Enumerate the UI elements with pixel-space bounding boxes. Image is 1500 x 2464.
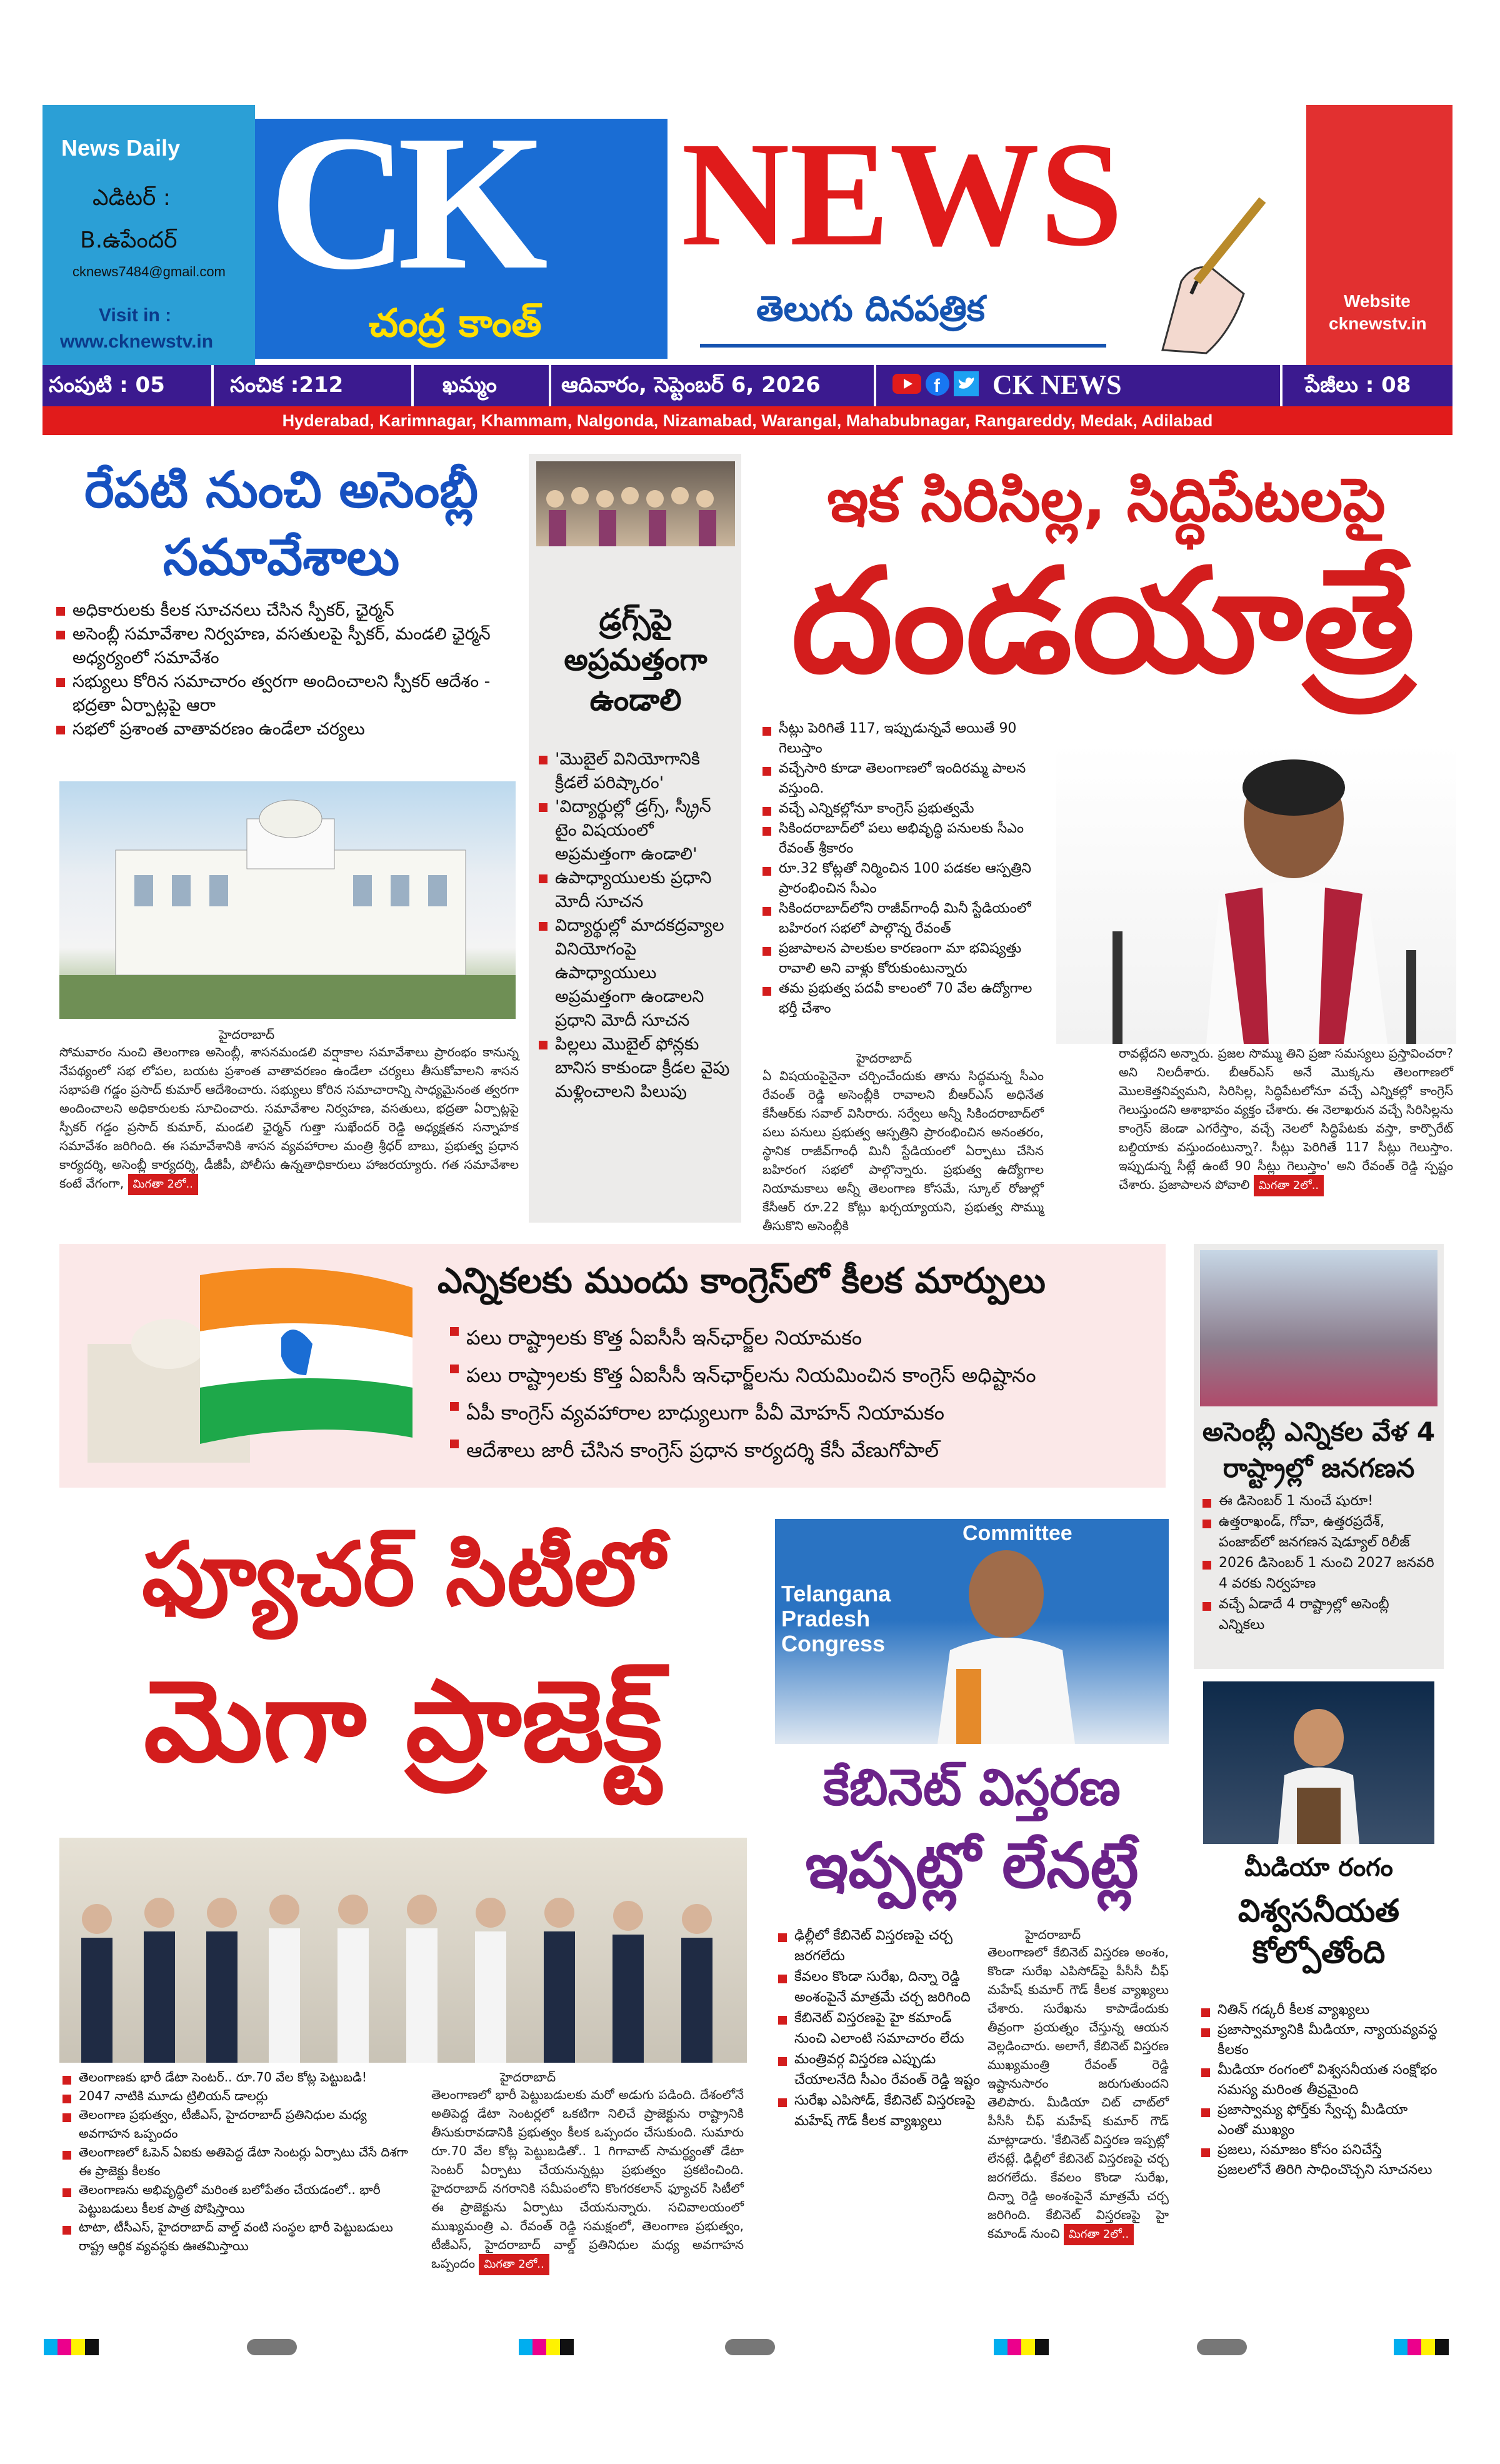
story2-bullet: విద్యార్థుల్లో మాదకద్రవ్యాల వినియోగంపై ఉపాధ్యాయులు అప్రమత్తంగా ఉండాలని ప్రధాని మోదీ సూచన bbox=[539, 914, 732, 1033]
story3-body-right-text: రావట్లేదని అన్నారు. ప్రజల సొమ్ము తిని ప్రజా సమస్యలు ప్రస్తావించరా? అని నిలదీశారు. బీఆర్ఎస్ అనే మొక్కను తెలంగాణలో మొలకెత్తనివ్వమని, సిరిసిల్ల, సిద్ధిపేటలోనూ వచ్చే ఎన్నికల్లో కాంగ్రెస్ గెలుస్తుందని ఆశాభావం వ్యక్తం చేశారు. ఈ నెలాఖరున వచ్చే సిరిసిల్లను కాంగ్రెస్ జెండా ఎగరేస్తాం, వచ్చే నెలలో సిద్ధిపేటకు వస్తా, కార్పొరేట్ బల్దియాకు వస్తుందంటున్నా?. సీట్లు పెరిగితే 117 సీట్లు గెలుస్తాం. ఇప్పుడున్న సీట్లే ఉంటే 90 సీట్లు గెలుస్తాం' అని రేవంత్ రెడ్డి స్పష్టం చేశారు. ప్రజాపాలన పోవాలి bbox=[1119, 1046, 1453, 1192]
divider bbox=[549, 365, 551, 406]
story7-headline-line1[interactable]: కేబినెట్ విస్తరణ bbox=[823, 1758, 1121, 1816]
registration-marks bbox=[44, 2339, 1456, 2355]
story5-bullet: వచ్చే ఏడాదే 4 రాష్ట్రాల్లో అసెంబ్లీ ఎన్నికలు bbox=[1202, 1594, 1438, 1635]
issue-number: సంచిక :212 bbox=[230, 373, 344, 398]
city-name: ఖమ్మం bbox=[442, 373, 497, 398]
story3-dateline: హైదరాబాద్ bbox=[856, 1051, 912, 1066]
ck-logo-telugu: చంద్ర కాంత్ bbox=[369, 300, 542, 346]
masthead-editor-panel bbox=[42, 105, 255, 365]
modi-teachers-photo bbox=[536, 461, 735, 546]
story8-bullet: ప్రజాస్వామ్య ఫోర్త్‌కు స్వేచ్ఛ మీడియా ఎంతో ముఖ్యం bbox=[1201, 2100, 1439, 2140]
gadkari-photo bbox=[1203, 1681, 1434, 1844]
issue-info-bar bbox=[42, 365, 1452, 406]
story2-bullet: 'విద్యార్థుల్లో డ్రగ్స్, స్క్రీన్ టైం విషయంలో అప్రమత్తంగా ఉండాలి' bbox=[539, 795, 732, 866]
story1-body-text: సోమవారం నుంచి తెలంగాణ అసెంబ్లీ, శాసనమండలి వర్షాకాల సమావేశాలు ప్రారంభం కానున్న నేపథ్యంలో సభ లోపల, బయట ప్రశాంత వాతావరణం ఉండేలా చర్యలు తీసుకోవాలని శాసన సభాపతి గడ్డం ప్రసాద్ కుమార్ ఆదేశించారు. సభ్యులు కోరిన సమాచారాన్ని సాధ్యమైనంత త్వరగా అందించాలని అధికారులకు సూచించారు. సమావేశాల నిర్వహణ, వసతులు, భద్రతా ఏర్పాట్లపై స్పీకర్ గడ్డం ప్రసాద్ కుమార్, మండలి ఛైర్మన్ గుత్తా సుఖేందర్ రెడ్డి అధ్యక్షతన సన్నాహక సమావేశం జరిగింది. ఈ సమావేశానికి శాసన వ్యవహారాల మంత్రి శ్రీధర్ బాబు, ప్రభుత్వ ప్రధాన కార్యదర్శి, అసెంబ్లీ కార్యదర్శి, డీజీపీ, పోలీసు ఉన్నతాధికారులు హాజరయ్యారు. గత సమావేశాల కంటే వేగంగా, bbox=[59, 1044, 519, 1191]
story6-body-text: తెలంగాణలో భారీ పెట్టుబడులకు మరో అడుగు పడింది. దేశంలోనే అతిపెద్ద డేటా సెంటర్లలో ఒకటిగా నిలిచే ప్రాజెక్టును రాష్ట్రానికి తీసుకురావడానికి ప్రభుత్వం కీలక ఒప్పందం చేసుకుంది. సుమారు రూ.70 వేల కోట్ల పెట్టుబడితో.. 1 గిగావాట్ సామర్థ్యంతో డేటా సెంటర్ ఏర్పాటు చేయనున్నట్లు ప్రభుత్వం ప్రకటించింది. హైదరాబాద్ నగరానికి సమీపంలోని కొంగరకలాన్ ఫ్యూచర్ సిటీలో ఈ ప్రాజెక్టును ఏర్పాటు చేయనున్నారు. సచివాలయంలో ముఖ్యమంత్రి ఎ. రేవంత్ రెడ్డి సమక్షంలో, తెలంగాణ ప్రభుత్వం, టీజీఎస్, హైదరాబాద్ వాల్డ్ ప్రతినిధుల మధ్య అవగాహన ఒప్పందం bbox=[431, 2087, 744, 2271]
divider bbox=[211, 365, 214, 406]
story6-dateline: హైదరాబాద్ bbox=[500, 2070, 556, 2085]
story4-bullet: ఏపీ కాంగ్రెస్ వ్యవహారాల బాధ్యులుగా పీవీ మోహన్ నియామకం bbox=[450, 1394, 1156, 1431]
story4-bullet: పలు రాష్ట్రాలకు కొత్త ఏఐసీసీ ఇన్‌ఛార్జ్‌లను నియమించిన కాంగ్రెస్ అధిష్టానం bbox=[450, 1356, 1156, 1394]
volume-number: సంపుటి : 05 bbox=[49, 373, 165, 398]
story6-bullet: 2047 నాటికి మూడు ట్రిలియన్ డాలర్లు bbox=[62, 2086, 412, 2105]
banner-word: Pradesh bbox=[781, 1606, 871, 1631]
story7-bullet: మంత్రివర్గ విస్తరణ ఎప్పుడు చేయాలనేది సీఎం రేవంత్ రెడ్డి ఇష్టం bbox=[778, 2049, 984, 2090]
story7-body bbox=[988, 1943, 1169, 2245]
facebook-icon[interactable] bbox=[925, 371, 950, 402]
story4-bullet: పలు రాష్ట్రాలకు కొత్త ఏఐసీసీ ఇన్‌ఛార్జ్‌ల నియామకం bbox=[450, 1319, 1156, 1356]
story7-body-text: తెలంగాణలో కేబినెట్ విస్తరణ అంశం, కొండా సురేఖ ఎపిసోడ్‌పై పీసీసీ చీఫ్ మహేష్ కుమార్ గౌడ్ కీలక వ్యాఖ్యలు చేశారు. సురేఖను కాపాడేందుకు తీవ్రంగా ప్రయత్నం చేస్తున్న ఆయన వెల్లడించారు. అలాగే, కేబినెట్ విస్తరణ ముఖ్యమంత్రి రేవంత్ రెడ్డి ఇష్టానుసారం జరుగుతుందని తెలిపారు. మీడియా చిట్ చాట్‌లో పీసీసీ చీఫ్ మహేష్ కుమార్ గౌడ్ మాట్లాడారు. 'కేబినెట్ విస్తరణ ఇప్పట్లో లేనట్లే. ఢిల్లీలో కేబినెట్ విస్తరణపై చర్చ జరగలేదు. కేవలం కొండా సురేఖ, దిన్నా రెడ్డి అంశంపైనే మాత్రమే చర్చ జరిగింది. కేబినెట్ విస్తరణపై హై కమాండ్ నుంచి bbox=[988, 1945, 1169, 2241]
story7-bullet: కేవలం కొండా సురేఖ, దిన్నా రెడ్డి అంశంపైనే మాత్రమే చర్చ జరిగింది bbox=[778, 1966, 984, 2008]
mou-signing-photo bbox=[59, 1838, 747, 2063]
story3-kicker: ఇక సిరిసిల్ల, సిద్ధిపేటలపై bbox=[827, 465, 1386, 535]
cm-revanth-photo bbox=[1056, 744, 1456, 1044]
page-count: పేజీలు : 08 bbox=[1305, 373, 1411, 398]
story8-bullet: ప్రజాస్వామ్యానికి మీడియా, న్యాయవ్యవస్థ కీలకం bbox=[1201, 2020, 1439, 2060]
story2-bullet: ఉపాధ్యాయులకు ప్రధాని మోదీ సూచన bbox=[539, 866, 732, 914]
divider bbox=[874, 365, 876, 406]
website-url[interactable]: cknewstv.in bbox=[1329, 314, 1427, 333]
story8-bullet: ప్రజలు, సమాజం కోసం పనిచేస్తే ప్రజలలోనే తిరిగి సాధించొచ్చని సూచనలు bbox=[1201, 2140, 1439, 2180]
story3-body-left: ఏ విషయంపైనైనా చర్చించేందుకు తాను సిద్ధమన్న సీఎం రేవంత్ రెడ్డి అసెంబ్లీకి రావాలని బీఆర్ఎస్ అధినేత కేసీఆర్‌కు సవాల్ విసిరారు. సర్వేలు అన్నీ సికిందరాబాద్‌లో పలు పనులు ప్రభుత్వ ఆస్పత్రిని ప్రారంభించిన అనంతరం, స్థానిక రాజీవ్‌గాంధీ మినీ స్టేడియంలో ఏర్పాటు చేసిన బహిరంగ సభలో పాల్గొన్నారు. ప్రభుత్వ ఉద్యోగాల నియామకాలు అన్నీ తెలంగాణ కోసమే, స్కూల్ రోజుల్లో కేసీఆర్ రూ.22 కోట్లు ఖర్చయ్యాయని, ప్రభుత్వ సొమ్ము తీసుకొని అసెంబ్లీకి bbox=[762, 1068, 1044, 1233]
story3-body-right bbox=[1119, 1044, 1453, 1196]
pen-hand-illustration bbox=[1138, 188, 1288, 356]
assembly-building-photo bbox=[59, 781, 516, 1019]
edition-cities: Hyderabad, Karimnagar, Khammam, Nalgonda, Nizamabad, Warangal, Mahabubnagar, Rangareddy, Medak, Adilabad bbox=[42, 406, 1452, 435]
pcc-chief-photo bbox=[775, 1519, 1169, 1744]
story6-headline-line1[interactable]: ఫ్యూచర్ సిటీలో bbox=[142, 1524, 664, 1626]
twitter-icon[interactable] bbox=[954, 371, 979, 402]
story6-bullet: తెలంగాణ ప్రభుత్వం, టీజీఎస్, హైదరాబాద్ ప్రతినిధుల మధ్య అవగాహన ఒప్పందం bbox=[62, 2105, 412, 2143]
story3-headline[interactable]: దండయాత్రే bbox=[791, 538, 1415, 705]
story1-bullet: సభలో ప్రశాంత వాతావరణం ఉండేలా చర్యలు bbox=[56, 718, 519, 741]
banner-word: Committee bbox=[962, 1521, 1072, 1545]
story4-headline[interactable]: ఎన్నికలకు ముందు కాంగ్రెస్‌లో కీలక మార్పులు bbox=[438, 1261, 1046, 1301]
ck-logo: CK bbox=[269, 96, 537, 310]
congress-flag-image bbox=[75, 1250, 425, 1475]
story3-bullet: వచ్చే ఎన్నికల్లోనూ కాంగ్రెస్ ప్రభుత్వమే bbox=[762, 799, 1044, 819]
story6-bullet: తెలంగాణను అభివృద్ధిలో మరింత బలోపేతం చేయడంలో.. భారీ పెట్టుబడులు కీలక పాత్ర పోషిస్తాయి bbox=[62, 2180, 412, 2218]
story3-bullet: రూ.32 కోట్లతో నిర్మించిన 100 పడకల ఆస్పత్రిని ప్రారంభించిన సీఎం bbox=[762, 859, 1044, 899]
subtitle-underline bbox=[700, 344, 1106, 348]
story7-bullet: ఢిల్లీలో కేబినెట్ విస్తరణపై చర్చ జరగలేదు bbox=[778, 1925, 984, 1966]
website-panel bbox=[1306, 105, 1452, 365]
story2-headline[interactable]: డ్రగ్స్‌పై అప్రమత్తంగా ఉండాలి bbox=[564, 603, 708, 718]
continued-link[interactable]: మిగతా 2లో.. bbox=[479, 2254, 549, 2275]
continued-link[interactable]: మిగతా 2లో.. bbox=[1254, 1175, 1324, 1196]
story1-bullet: అధికారులకు కీలక సూచనలు చేసిన స్పీకర్, ఛైర్మన్ bbox=[56, 599, 519, 623]
story3-bullet: తమ ప్రభుత్వ పదవీ కాలంలో 70 వేల ఉద్యోగాల భర్తీ చేశాం bbox=[762, 979, 1044, 1019]
story3-bullet: ప్రజాపాలన పాలకుల కారణంగా మా భవిష్యత్తు రావాలి అని వాళ్లు కోరుకుంటున్నారు bbox=[762, 939, 1044, 979]
story1-bullet: అసెంబ్లీ సమావేశాల నిర్వహణ, వసతులపై స్పీకర్, మండలి ఛైర్మన్ అధ్యర్యంలో సమావేశం bbox=[56, 623, 519, 670]
story6-bullet: టాటా, టీసీఎస్, హైదరాబాద్ వాల్డ్ వంటి సంస్థల భారీ పెట్టుబడులు రాష్ట్ర ఆర్థిక వ్యవస్థకు ఊతమిస్తాయి bbox=[62, 2218, 412, 2255]
website-label: Website bbox=[1344, 291, 1411, 311]
story1-bullets bbox=[56, 599, 519, 741]
paper-subtitle: తెలుగు దినపత్రిక bbox=[756, 289, 985, 329]
story8-bullets bbox=[1201, 2000, 1439, 2180]
story4-bullets bbox=[450, 1319, 1156, 1469]
story7-dateline: హైదరాబాద్ bbox=[1025, 1927, 1081, 1942]
crowd-photo bbox=[1200, 1250, 1438, 1406]
youtube-icon[interactable] bbox=[892, 371, 921, 402]
story3-bullet: సికిందరాబాద్‌లో పలు అభివృద్ధి పనులకు సీఎం రేవంత్ శ్రీకారం bbox=[762, 819, 1044, 859]
visit-label: Visit in : bbox=[99, 305, 172, 326]
visit-url[interactable]: www.cknewstv.in bbox=[60, 331, 214, 352]
story6-bullets bbox=[62, 2068, 412, 2255]
svg-text:f: f bbox=[934, 376, 940, 396]
story8-bullet: నితిన్ గడ్కరీ కీలక వ్యాఖ్యలు bbox=[1201, 2000, 1439, 2020]
banner-word: Congress bbox=[781, 1631, 886, 1656]
story5-headline[interactable]: అసెంబ్లీ ఎన్నికల వేళ 4 రాష్ట్రాల్లో జనగణన bbox=[1202, 1416, 1436, 1483]
divider bbox=[411, 365, 414, 406]
story8-headline[interactable]: విశ్వసనీయత కోల్పోతోంది bbox=[1238, 1893, 1400, 1970]
brand-name: CK NEWS bbox=[992, 369, 1122, 400]
paper-title: NEWS bbox=[681, 111, 1123, 277]
story3-bullet: సికిందరాబాద్‌లోని రాజీవ్‌గాంధీ మినీ స్టేడియంలో బహిరంగ సభలో పాల్గొన్న రేవంత్ bbox=[762, 899, 1044, 939]
divider bbox=[1280, 365, 1282, 406]
story5-bullets bbox=[1202, 1491, 1438, 1635]
story7-headline-line2[interactable]: ఇప్పట్లో లేనట్లే bbox=[805, 1829, 1139, 1902]
story5-bullet: ఉత్తరాఖండ్, గోవా, ఉత్తరప్రదేశ్, పంజాబ్‌లో జనగణన షెడ్యూల్ రిలీజ్ bbox=[1202, 1511, 1438, 1553]
issue-date: ఆదివారం, సెప్టెంబర్ 6, 2026 bbox=[561, 373, 821, 398]
story2-bullets bbox=[539, 748, 732, 1104]
editor-email[interactable]: cknews7484@gmail.com bbox=[72, 264, 226, 279]
continued-link[interactable]: మిగతా 2లో.. bbox=[1064, 2224, 1134, 2245]
story6-bullet: తెలంగాణకు భారీ డేటా సెంటర్.. రూ.70 వేల కోట్ల పెట్టుబడి! bbox=[62, 2068, 412, 2086]
story6-headline-line2[interactable]: మెగా ప్రాజెక్ట్ bbox=[143, 1656, 662, 1787]
story4-bullet: ఆదేశాలు జారీ చేసిన కాంగ్రెస్ ప్రధాన కార్యదర్శి కేసీ వేణుగోపాల్ bbox=[450, 1431, 1156, 1469]
story8-kicker: మీడియా రంగం bbox=[1244, 1853, 1393, 1882]
story5-bullet: 2026 డిసెంబర్ 1 నుంచి 2027 జనవరి 4 వరకు నిర్వహణ bbox=[1202, 1553, 1438, 1594]
story2-bullet: 'మొబైల్ వినియోగానికి క్రీడలే పరిష్కారం' bbox=[539, 748, 732, 795]
editor-label: ఎడిటర్ : bbox=[92, 185, 171, 211]
story8-bullet: మీడియా రంగంలో విశ్వసనీయత సంక్షోభం సమస్య మరింత తీవ్రమైంది bbox=[1201, 2060, 1439, 2100]
story6-bullet: తెలంగాణలో ఓపెన్ ఏఐకు అతిపెద్ద డేటా సెంటర్లు ఏర్పాటు చేసే దిశగా ఈ ప్రాజెక్టు కీలకం bbox=[62, 2143, 412, 2180]
story7-bullet: సురేఖ ఎపిసోడ్, కేబినెట్ విస్తరణపై మహేష్ గౌడ్ కీలక వ్యాఖ్యలు bbox=[778, 2090, 984, 2131]
banner-word: Telangana bbox=[781, 1581, 891, 1606]
story1-dateline: హైదరాబాద్ bbox=[219, 1027, 275, 1042]
story6-body bbox=[431, 2085, 744, 2275]
continued-link[interactable]: మిగతా 2లో.. bbox=[128, 1174, 198, 1195]
story5-bullet: ఈ డిసెంబర్ 1 నుంచే షురూ! bbox=[1202, 1491, 1438, 1511]
story3-bullet: సీట్లు పెరిగితే 117, ఇప్పుడున్నవే అయితే 90 గెలుస్తాం bbox=[762, 719, 1044, 759]
story2-bullet: పిల్లలు మొబైల్ ఫోన్లకు బానిస కాకుండా క్రీడల వైపు మళ్లించాలని పిలుపు bbox=[539, 1033, 732, 1104]
story1-headline[interactable]: రేపటి నుంచి అసెంబ్లీ సమావేశాలు bbox=[84, 461, 478, 586]
story3-bullet: వచ్చేసారి కూడా తెలంగాణలో ఇందిరమ్మ పాలన వస్తుంది. bbox=[762, 759, 1044, 799]
story3-bullets bbox=[762, 719, 1044, 1019]
story1-body bbox=[59, 1043, 519, 1195]
story7-bullet: కేబినెట్ విస్తరణపై హై కమాండ్ నుంచి ఎలాంటి సమాచారం లేదు bbox=[778, 2008, 984, 2049]
news-daily-label: News Daily bbox=[61, 135, 181, 161]
story7-bullets bbox=[778, 1925, 984, 2131]
editor-name: B.ఉపేందర్ bbox=[80, 228, 178, 253]
story1-bullet: సభ్యులు కోరిన సమాచారం త్వరగా అందించాలని స్పీకర్ ఆదేశం - భద్రతా ఏర్పాట్లపై ఆరా bbox=[56, 670, 519, 718]
